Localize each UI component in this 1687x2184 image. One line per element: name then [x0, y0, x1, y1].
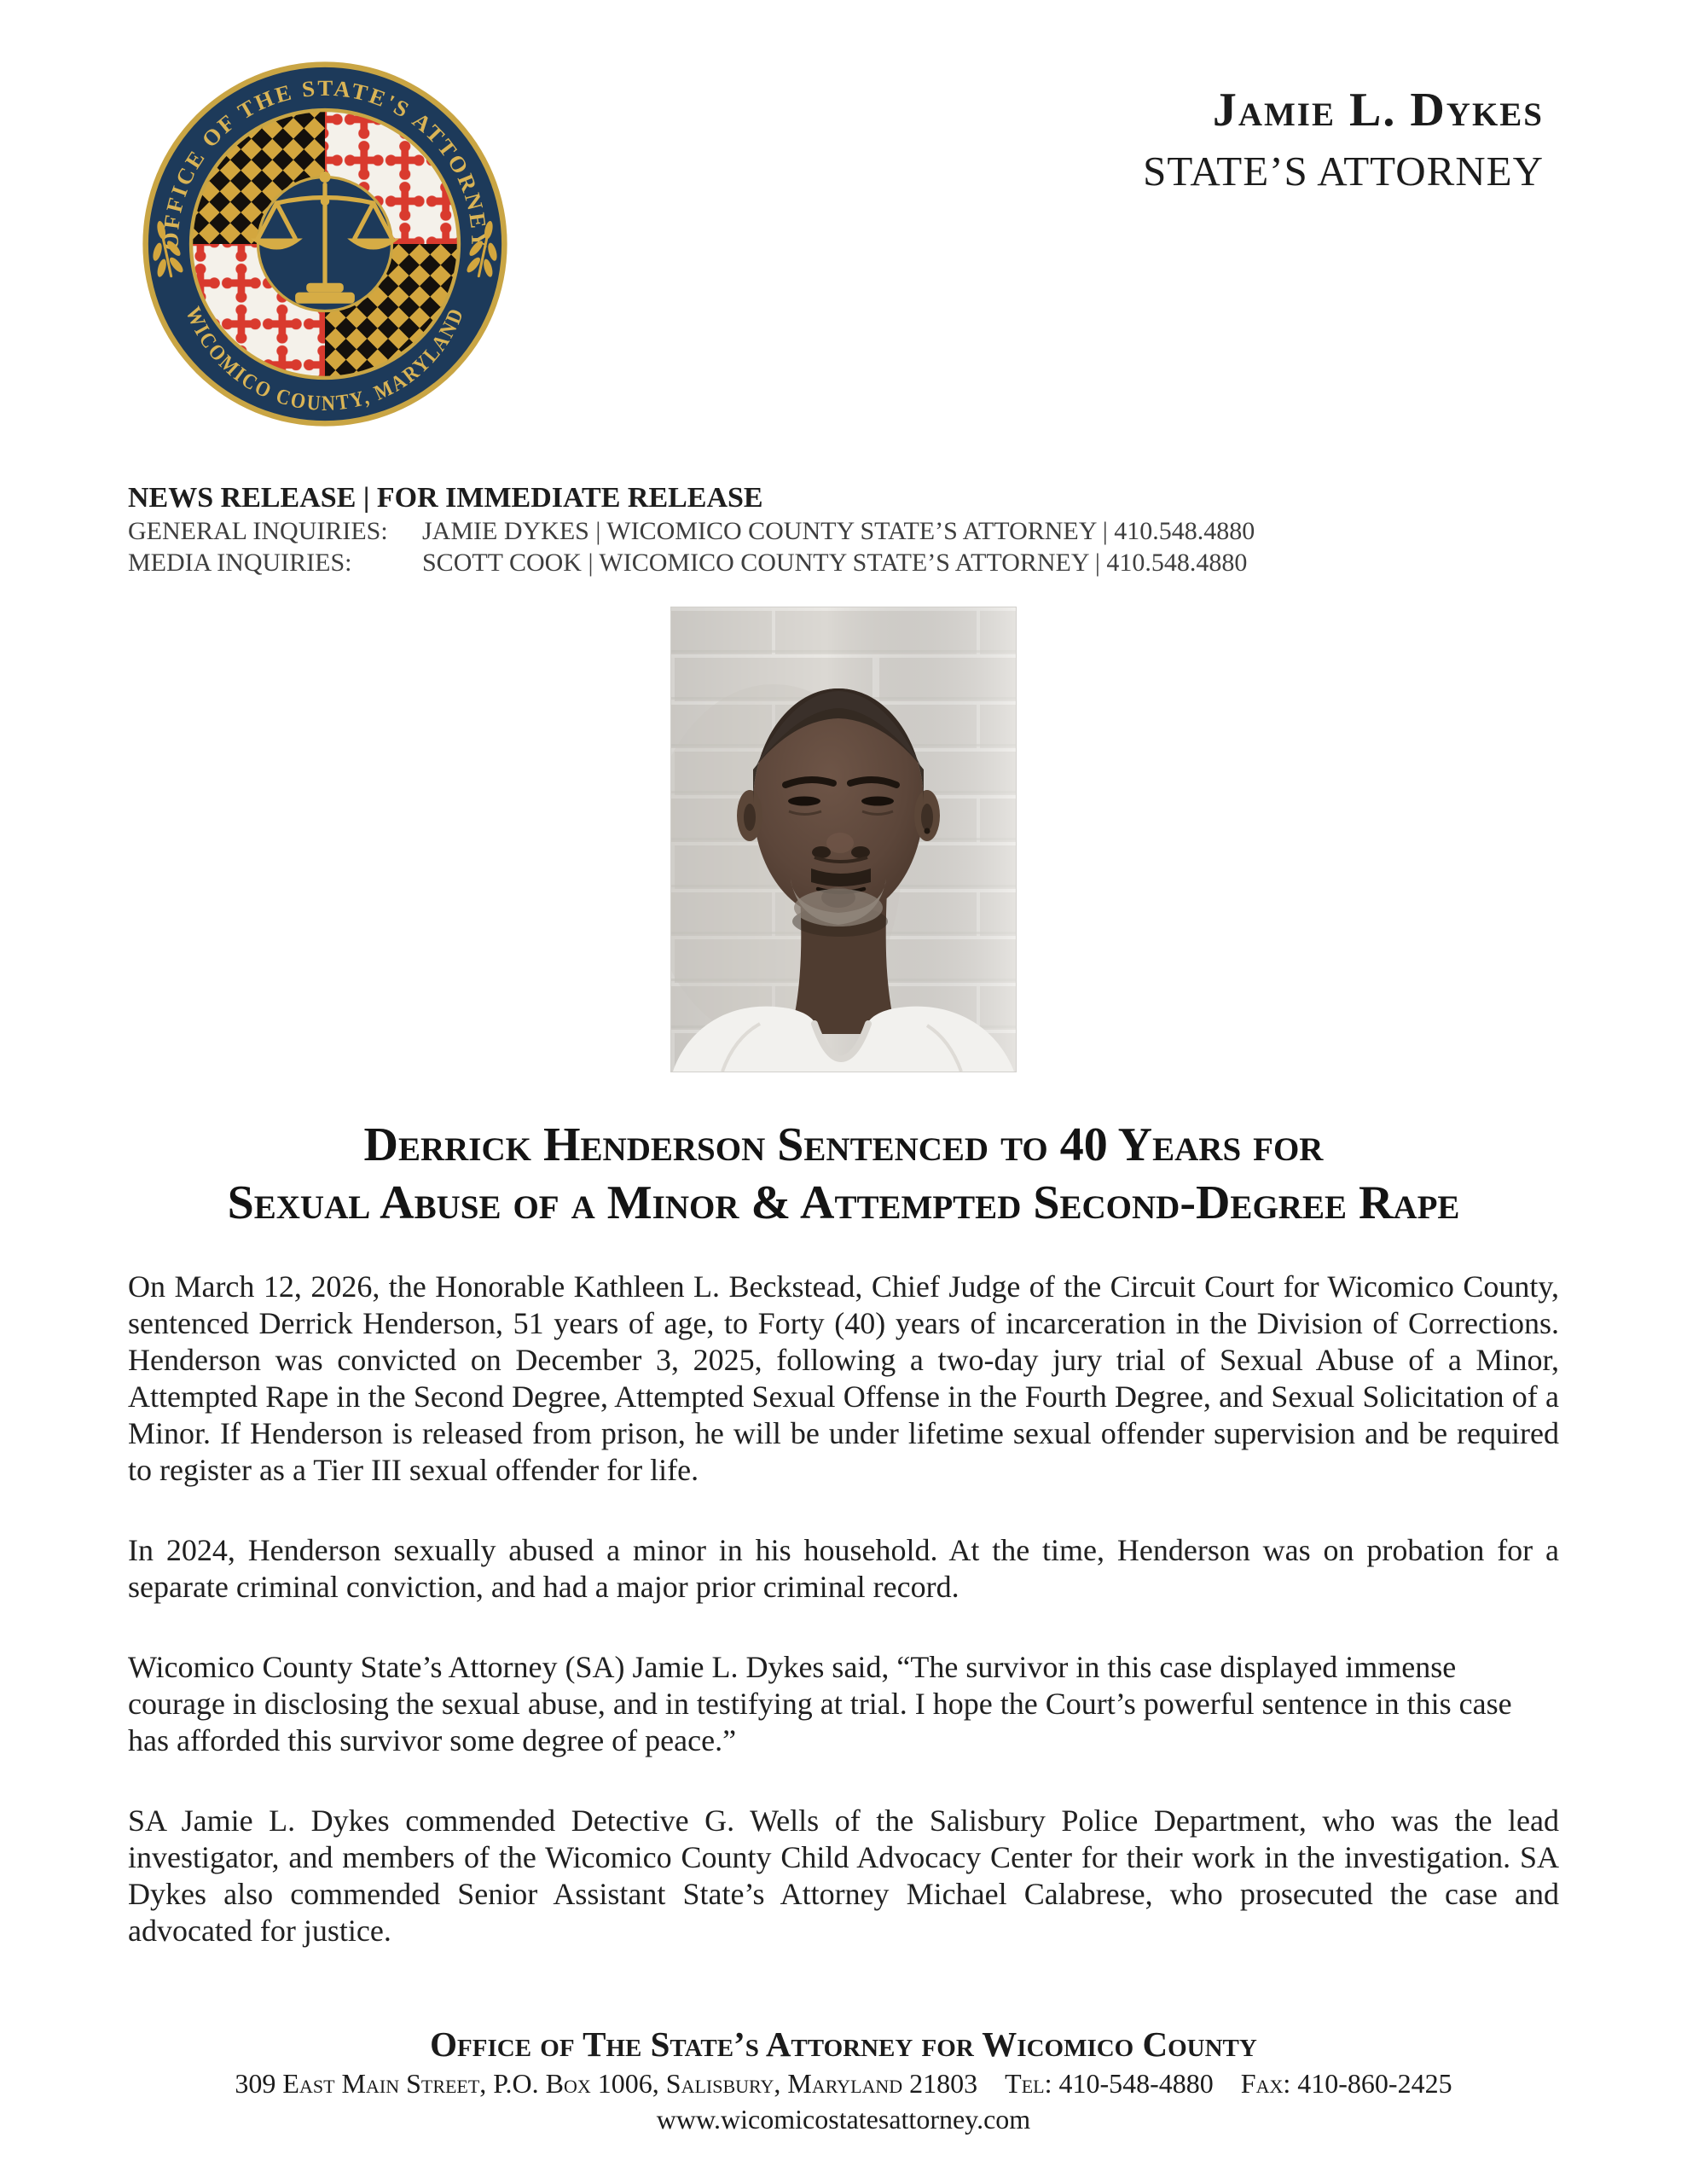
state-attorney-title: STATE’S ATTORNEY	[1143, 147, 1544, 195]
general-inquiries-value: JAMIE DYKES | WICOMICO COUNTY STATE’S ATTORNEY | 410.548.4880	[422, 517, 1255, 545]
footer-office-name: Office of The State’s Attorney for Wicomico County	[430, 2024, 1257, 2064]
news-release-block	[128, 481, 1255, 578]
footer-website: www.wicomicostatesattorney.com	[656, 2104, 1031, 2135]
body-copy	[128, 1269, 1559, 1993]
media-inquiries-value: SCOTT COOK | WICOMICO COUNTY STATE’S ATTORNEY | 410.548.4880	[422, 549, 1248, 577]
press-release-title	[0, 1116, 1687, 1232]
footer	[0, 2024, 1687, 2136]
body-paragraph: Wicomico County State’s Attorney (SA) Jamie L. Dykes said, “The survivor in this case displayed immense courage in disclosing the sexual abuse, and in testifying at trial. I hope the Court’s powerful sentence in this case has afforded this survivor some degree of peace.”	[128, 1650, 1512, 1757]
news-release-headline: NEWS RELEASE | FOR IMMEDIATE RELEASE	[128, 482, 763, 514]
press-release-title-line2: Sexual Abuse of a Minor & Attempted Second-Degree Rape	[227, 1176, 1460, 1229]
booking-photo-graphic	[671, 607, 1016, 1072]
office-seal-graphic	[139, 58, 511, 430]
press-release-title-line1: Derrick Henderson Sentenced to 40 Years for	[363, 1118, 1324, 1171]
body-paragraph: In 2024, Henderson sexually abused a minor in his household. At the time, Henderson was on probation for a separate criminal conviction, and had a major prior criminal record.	[128, 1533, 1559, 1604]
seal-ring-text-bottom: WICOMICO COUNTY, MARYLAND	[181, 302, 470, 416]
masthead	[1143, 85, 1544, 193]
booking-photo	[671, 607, 1016, 1072]
general-inquiries-label: GENERAL INQUIRIES:	[128, 517, 388, 545]
footer-address: 309 East Main Street, P.O. Box 1006, Salisbury, Maryland 21803 Tel: 410-548-4880 Fax: 410-860-2425	[235, 2068, 1452, 2099]
media-inquiries-line	[128, 547, 1255, 578]
general-inquiries-line	[128, 515, 1255, 547]
state-attorney-name: Jamie L. Dykes	[1212, 84, 1544, 136]
media-inquiries-label: MEDIA INQUIRIES:	[128, 549, 352, 577]
seal-ring-text-top: OFFICE OF THE STATE'S ATTORNEY	[158, 75, 492, 251]
body-paragraph: SA Jamie L. Dykes commended Detective G. Wells of the Salisbury Police Department, who was the lead investigator, and members of the Wicomico County Child Advocacy Center for their work in the investigation. SA Dykes also commended Senior Assistant State’s Attorney Michael Calabrese, who prosecuted the case and advocated for justice.	[128, 1804, 1559, 1948]
office-seal	[139, 58, 511, 430]
body-paragraph: On March 12, 2026, the Honorable Kathleen L. Beckstead, Chief Judge of the Circuit Court for Wicomico County, sentenced Derrick Henderson, 51 years of age, to Forty (40) years of incarceration in the Division of Corrections. Henderson was convicted on December 3, 2025, following a two-day jury trial of Sexual Abuse of a Minor, Attempted Rape in the Second Degree, Attempted Sexual Offense in the Fourth Degree, and Sexual Solicitation of a Minor. If Henderson is released from prison, he will be under lifetime sexual offender supervision and be required to register as a Tier III sexual offender for life.	[128, 1269, 1559, 1487]
